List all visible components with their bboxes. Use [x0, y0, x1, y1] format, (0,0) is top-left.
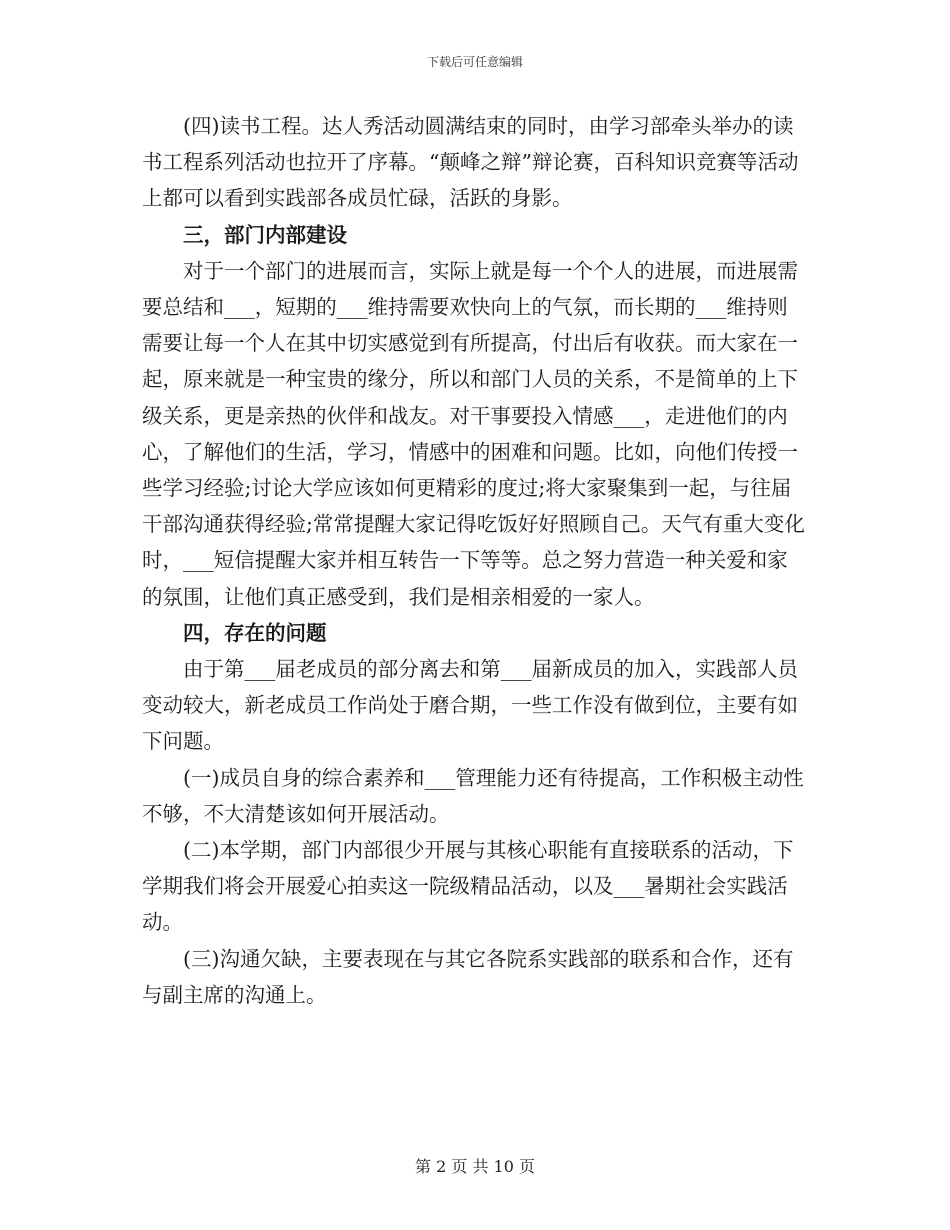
paragraph-reading-project: (四)读书工程。达人秀活动圆满结束的同时，由学习部牵头举办的读书工程系列活动也拉开了序幕。“颠峰之辩”辩论赛，百科知识竞赛等活动上都可以看到实践部各成员忙碌，活跃的身影。	[142, 114, 799, 211]
paragraph-problems-intro: 由于第___届老成员的部分离去和第___届新成员的加入，实践部人员变动较大，新老成员工作尚处于磨合期，一些工作没有做到位，主要有如下问题。	[142, 657, 798, 754]
section-heading-existing-problems: 四，存在的问题	[183, 620, 327, 645]
paragraph-internal-construction: 对于一个部门的进展而言，实际上就是每一个个人的进展，而进展需要总结和___，短期的___维持需要欢快向上的气氛，而长期的___维持则需要让每一个人在其中切实感觉到有所提高，付出后有收获。而大家在一起，原来就是一种宝贵的缘分，所以和部门人员的关系，不是简单的上下级关系，更是亲热的伙伴和战友。对干事要投入情感___，走进他们的内心，了解他们的生活，学习，情感中的困难和问题。比如，向他们传授一些学习经验;讨论大学应该如何更精彩的度过;将大家聚集到一起，与往届干部沟通获得经验;常常提醒大家记得吃饭好好照顾自己。天气有重大变化时，___短信提醒大家并相互转告一下等等。总之努力营造一种关爱和家的氛围，让他们真正感受到，我们是相亲相爱的一家人。	[142, 258, 805, 609]
page-footer: 第 2 页 共 10 页	[415, 1157, 535, 1176]
document-body	[142, 108, 808, 1013]
section-heading-internal-construction: 三，部门内部建设	[183, 222, 347, 247]
paragraph-problem-3: (三)沟通欠缺，主要表现在与其它各院系实践部的联系和合作，还有与副主席的沟通上。	[142, 946, 794, 1007]
paragraph-problem-2: (二)本学期，部门内部很少开展与其核心职能有直接联系的活动，下学期我们将会开展爱心拍卖这一院级精品活动，以及___暑期社会实践活动。	[142, 838, 794, 935]
page-header: 下载后可任意编辑	[426, 55, 523, 69]
paragraph-problem-1: (一)成员自身的综合素养和___管理能力还有待提高，工作积极主动性不够，不大清楚该如何开展活动。	[142, 765, 804, 826]
